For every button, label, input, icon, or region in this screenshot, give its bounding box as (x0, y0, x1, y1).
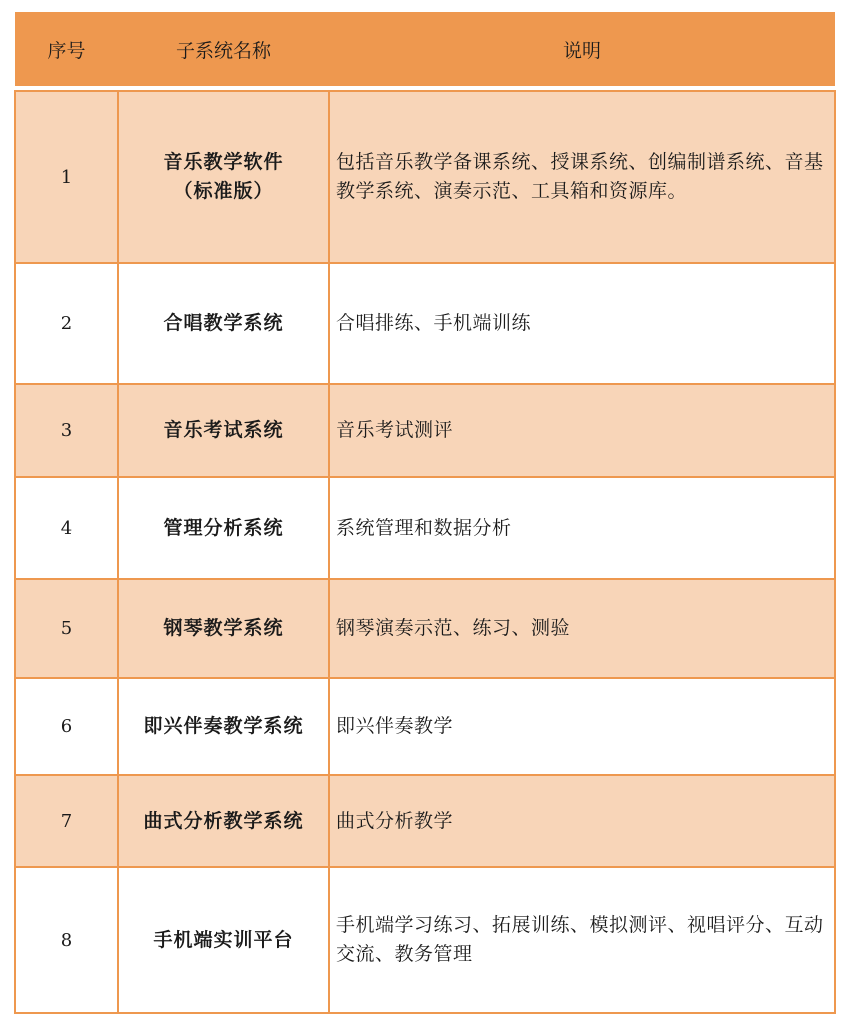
row-name-line: 音乐考试系统 (163, 419, 284, 441)
row-description: 钢琴演奏示范、练习、测验 (329, 579, 835, 678)
row-name (118, 477, 329, 579)
table-row (15, 384, 835, 477)
row-name (118, 384, 329, 477)
row-description: 合唱排练、手机端训练 (329, 263, 835, 384)
row-name-line: 即兴伴奏教学系统 (143, 715, 304, 737)
row-name-line: 钢琴教学系统 (163, 617, 284, 639)
table-row (15, 477, 835, 579)
table-row (15, 579, 835, 678)
row-name (118, 263, 329, 384)
row-name (118, 579, 329, 678)
row-name-line: 曲式分析教学系统 (143, 809, 304, 832)
row-name (118, 775, 329, 867)
table-row (15, 263, 835, 384)
header-name: 子系统名称 (118, 12, 329, 86)
row-description: 手机端学习练习、拓展训练、模拟测评、视唱评分、互动交流、教务管理 (329, 867, 835, 1013)
row-description: 即兴伴奏教学 (329, 678, 835, 775)
row-name-line: 管理分析系统 (163, 516, 284, 539)
row-index: 6 (15, 678, 118, 775)
row-name-line: （标准版） (173, 180, 274, 202)
row-index: 8 (15, 867, 118, 1013)
table-header (15, 12, 835, 91)
subsystem-table-container (14, 12, 834, 1014)
table-row (15, 867, 835, 1013)
table-row (15, 678, 835, 775)
row-name (118, 867, 329, 1013)
row-name-line: 手机端实训平台 (153, 928, 294, 951)
row-name (118, 678, 329, 775)
row-description: 音乐考试测评 (329, 384, 835, 477)
row-index: 3 (15, 384, 118, 477)
row-description: 包括音乐教学备课系统、授课系统、创编制谱系统、音基教学系统、演奏示范、工具箱和资源库。 (329, 91, 835, 263)
row-index: 5 (15, 579, 118, 678)
table-row (15, 91, 835, 263)
row-index: 1 (15, 91, 118, 263)
subsystem-table (14, 12, 836, 1014)
header-index: 序号 (15, 12, 118, 86)
row-description: 曲式分析教学 (329, 775, 835, 867)
row-name-line: 音乐教学软件 (163, 151, 284, 173)
row-name-line: 合唱教学系统 (163, 312, 284, 334)
row-index: 7 (15, 775, 118, 867)
header-description: 说明 (329, 12, 835, 86)
table-row (15, 775, 835, 867)
row-index: 4 (15, 477, 118, 579)
row-description: 系统管理和数据分析 (329, 477, 835, 579)
row-index: 2 (15, 263, 118, 384)
row-name (118, 91, 329, 263)
